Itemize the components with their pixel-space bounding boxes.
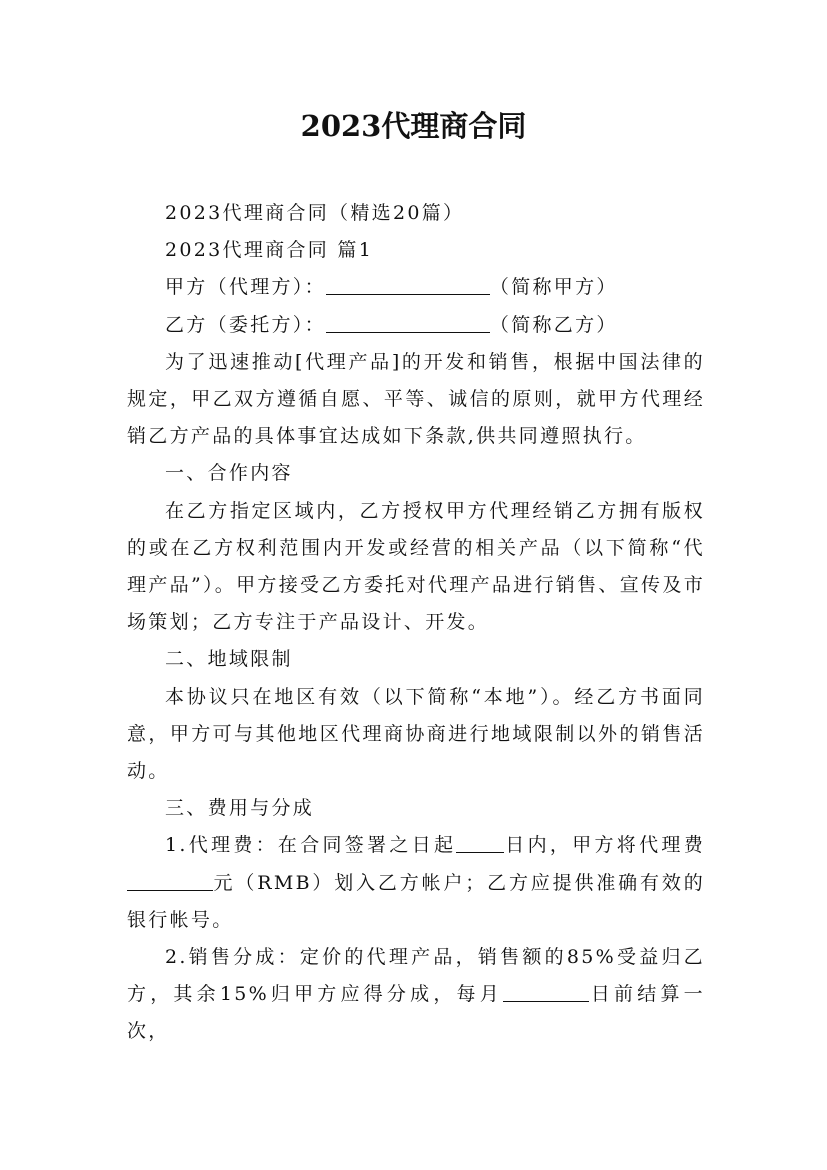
paragraph-agency-fee	[127, 827, 705, 939]
agency-fee-days-blank	[456, 832, 504, 853]
document-body	[127, 195, 705, 1051]
agency-fee-text-1: 1.代理费：在合同签署之日起	[165, 834, 457, 857]
sales-share-date-blank	[503, 981, 589, 1002]
paragraph-cooperation: 在乙方指定区域内，乙方授权甲方代理经销乙方拥有版权的或在乙方权利范围内开发或经营的相关产品（以下简称“代理产品”）。甲方接受乙方委托对代理产品进行销售、宣传及市场策划；乙方专注于产品设计、开发。	[127, 499, 705, 634]
agency-fee-text-2: 日内，甲方将代理费	[504, 834, 705, 857]
paragraph-party-b	[127, 307, 705, 344]
paragraph-region: 本协议只在地区有效（以下简称“本地”）。经乙方书面同意，甲方可与其他地区代理商协商进行地域限制以外的销售活动。	[127, 685, 705, 783]
document-title: 2023代理商合同	[300, 109, 527, 143]
heading-fees: 三、费用与分成	[165, 797, 315, 820]
sales-share-text-1: 2.销售分成：定价的代理产品，销售额的85%受益归乙方，其余15%归甲方应得分成，每月	[127, 946, 705, 1006]
agency-fee-text-3: 元（RMB）划入乙方帐户；乙方应提供准确有效的银行帐号。	[127, 871, 705, 931]
sales-share-text-2: 日前结算一次，	[127, 983, 705, 1043]
party-a-label: 甲方（代理方）：	[165, 276, 326, 299]
heading-cooperation: 一、合作内容	[165, 462, 293, 485]
heading-region: 二、地域限制	[165, 648, 293, 671]
paragraph-subtitle: 2023代理商合同（精选20篇）	[165, 202, 465, 224]
party-b-abbrev: （简称乙方）	[489, 313, 618, 336]
party-a-abbrev: （简称甲方）	[489, 276, 618, 299]
paragraph-section-heading: 2023代理商合同 篇1	[165, 239, 374, 262]
paragraph-party-a	[127, 269, 705, 306]
party-b-blank	[326, 312, 490, 333]
party-b-label: 乙方（委托方）：	[165, 313, 326, 336]
party-a-blank	[326, 274, 490, 295]
agency-fee-amount-blank	[127, 870, 213, 891]
paragraph-preamble: 为了迅速推动[代理产品]的开发和销售，根据中国法律的规定，甲乙双方遵循自愿、平等、诚信的原则，就甲方代理经销乙方产品的具体事宜达成如下条款,供共同遵照执行。	[127, 350, 705, 448]
paragraph-sales-share	[127, 939, 705, 1051]
